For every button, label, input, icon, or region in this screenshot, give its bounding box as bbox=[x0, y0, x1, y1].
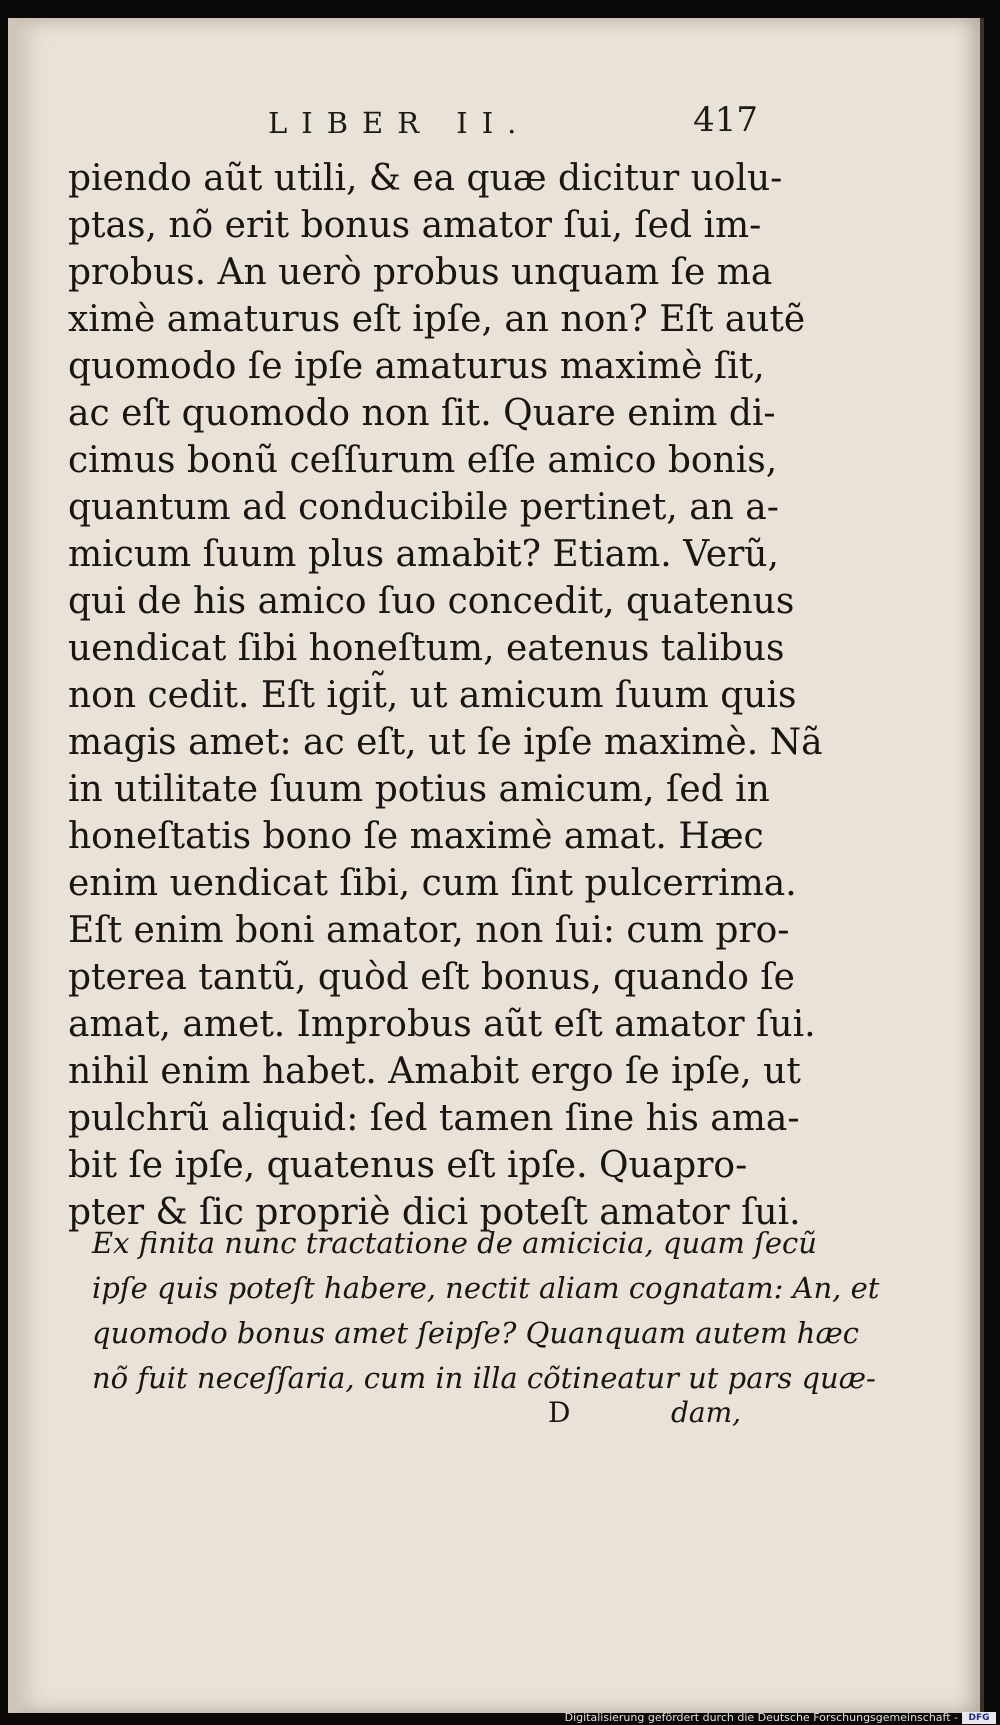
text-line: non cedit. Eſt igit̃, ut amicum ſuum quis bbox=[68, 675, 797, 716]
text-line: micum ſuum plus amabit? Etiam. Verũ, bbox=[68, 534, 779, 575]
text-line: ximè amaturus eſt ipſe, an non? Eſt autẽ bbox=[68, 299, 806, 340]
text-line: nihil enim habet. Amabit ergo ſe ipſe, ut bbox=[68, 1051, 801, 1092]
text-line: magis amet: ac eſt, ut ſe ipſe maximè. Nã bbox=[68, 722, 823, 763]
text-line: Eſt enim boni amator, non ſui: cum pro- bbox=[68, 910, 790, 951]
text-line: probus. An uerò probus unquam ſe ma bbox=[68, 252, 773, 293]
text-line: quantum ad conducibile pertinet, an a- bbox=[68, 487, 779, 528]
text-line: quomodo ſe ipſe amaturus maximè ſit, bbox=[68, 346, 765, 387]
text-line: bit ſe ipſe, quatenus eſt ipſe. Quapro- bbox=[68, 1145, 748, 1186]
text-line: ptas, nõ erit bonus amator ſui, ſed im- bbox=[68, 205, 762, 246]
main-text bbox=[68, 155, 823, 1236]
commentary-text bbox=[92, 1221, 880, 1401]
text-line: amat, amet. Improbus aũt eſt amator ſui. bbox=[68, 1004, 816, 1045]
book-page bbox=[8, 18, 984, 1713]
digitization-credit bbox=[0, 1711, 1000, 1725]
commentary-line: quomodo bonus amet ſeipſe? Quanquam autem hæc bbox=[92, 1316, 859, 1350]
text-line: enim uendicat ſibi, cum ſint pulcerrima. bbox=[68, 863, 797, 904]
dfg-logo: DFG bbox=[962, 1712, 996, 1724]
text-line: piendo aũt utili, & ea quæ dicitur uolu- bbox=[68, 158, 783, 199]
text-line: in utilitate ſuum potius amicum, ſed in bbox=[68, 769, 770, 810]
text-line: cimus bonũ ceſſurum eſſe amico bonis, bbox=[68, 440, 778, 481]
credit-text: Digitalisierung gefördert durch die Deutsche Forschungsgemeinschaft - bbox=[564, 1711, 958, 1724]
commentary-line: nõ fuit neceſſaria, cum in illa cõtineatur ut pars quæ- bbox=[92, 1361, 876, 1395]
running-title: LIBER II. bbox=[268, 106, 531, 140]
text-line: honeſtatis bono ſe maximè amat. Hæc bbox=[68, 816, 764, 857]
text-line: pterea tantũ, quòd eſt bonus, quando ſe bbox=[68, 957, 795, 998]
page-header bbox=[258, 96, 758, 146]
page-number: 417 bbox=[693, 100, 758, 140]
text-line: uendicat ſibi honeſtum, eatenus talibus bbox=[68, 628, 785, 669]
commentary-line: Ex finita nunc tractatione de amicicia, quam ſecũ bbox=[92, 1226, 817, 1260]
text-line: pter & ſic propriè dici poteſt amator ſui. bbox=[68, 1192, 801, 1233]
text-line: ac eſt quomodo non ſit. Quare enim di- bbox=[68, 393, 776, 434]
signature-mark: D bbox=[548, 1396, 571, 1429]
text-line: qui de his amico ſuo concedit, quatenus bbox=[68, 581, 795, 622]
text-line: pulchrũ aliquid: ſed tamen ſine his ama- bbox=[68, 1098, 800, 1139]
commentary-line: ipſe quis poteſt habere, nectit aliam cognatam: An, et bbox=[92, 1271, 880, 1305]
catchword: dam, bbox=[671, 1396, 742, 1429]
